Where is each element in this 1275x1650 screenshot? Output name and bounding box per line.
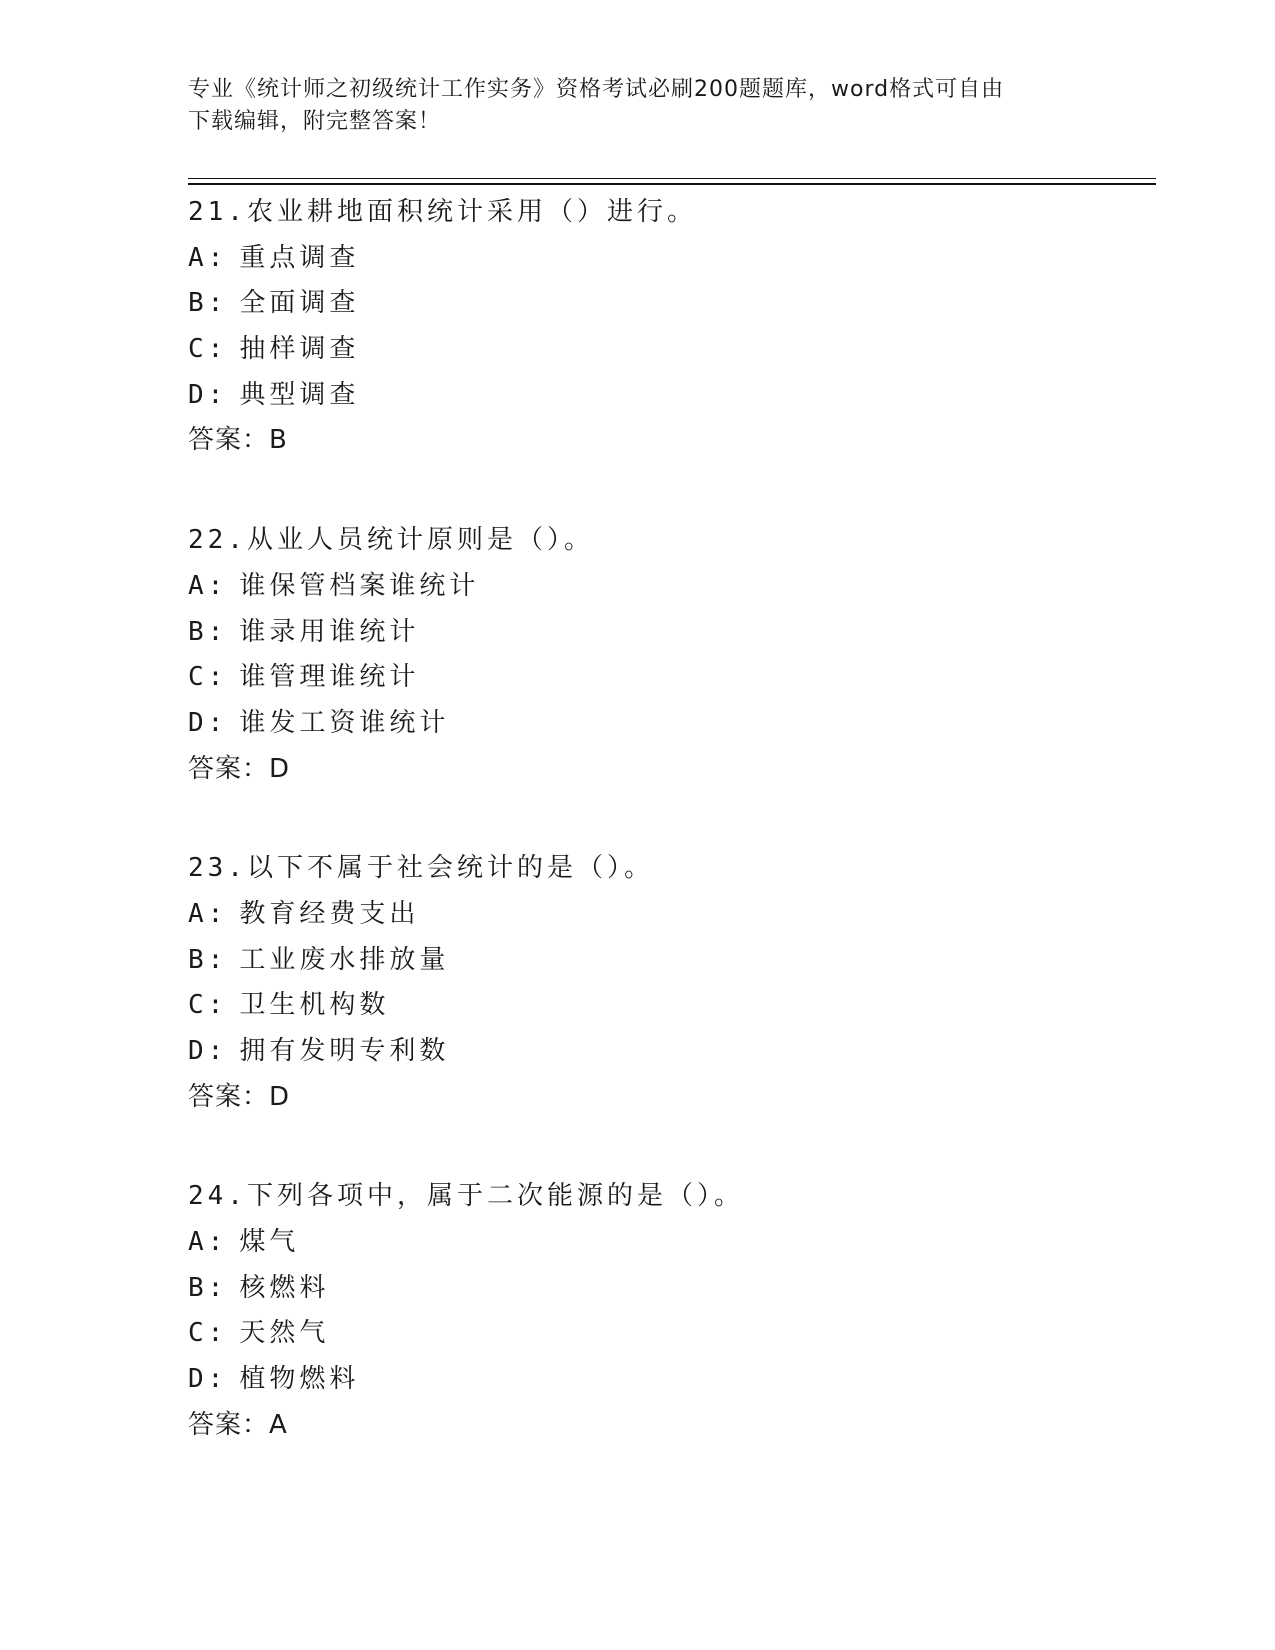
option-letter: B: — [188, 944, 228, 975]
option-letter: C: — [188, 1318, 228, 1349]
question-22 — [188, 518, 1156, 792]
option-a — [188, 236, 1156, 282]
option-letter: A: — [188, 898, 228, 929]
option-text: 拥有发明专利数 — [239, 1036, 450, 1066]
question-21 — [188, 190, 1156, 464]
option-letter: D: — [188, 1036, 228, 1066]
question-23 — [188, 846, 1156, 1120]
option-letter: D: — [188, 1364, 228, 1395]
option-text: 典型调查 — [239, 379, 360, 410]
header-line-1: 专业《统计师之初级统计工作实务》资格考试必刷200题题库，word格式可自由 — [188, 77, 1005, 102]
option-letter: B: — [188, 1272, 228, 1303]
option-b — [188, 1266, 1156, 1312]
question-24 — [188, 1174, 1156, 1448]
option-text: 全面调查 — [239, 288, 360, 319]
question-list — [188, 190, 1156, 1503]
option-letter: D: — [188, 379, 228, 410]
header-divider-bottom — [188, 183, 1156, 185]
answer-line: 答案：D — [188, 753, 291, 784]
option-letter: C: — [188, 334, 228, 365]
option-letter: A: — [188, 570, 228, 601]
option-d — [188, 701, 1156, 747]
option-text: 工业废水排放量 — [239, 944, 450, 975]
option-letter: D: — [188, 707, 228, 738]
option-text: 谁发工资谁统计 — [239, 707, 450, 738]
option-b — [188, 281, 1156, 327]
option-letter: B: — [188, 616, 228, 647]
option-text: 核燃料 — [239, 1272, 330, 1303]
option-text: 谁录用谁统计 — [239, 616, 420, 647]
answer-line: 答案：D — [188, 1081, 291, 1112]
option-text: 谁保管档案谁统计 — [239, 570, 480, 601]
header-line-2: 下载编辑，附完整答案！ — [188, 109, 442, 134]
option-c — [188, 983, 1156, 1029]
option-a — [188, 1220, 1156, 1266]
question-stem: 24.下列各项中，属于二次能源的是（）。 — [188, 1181, 744, 1212]
question-stem: 23.以下不属于社会统计的是（）。 — [188, 853, 654, 884]
option-a — [188, 564, 1156, 610]
option-d — [188, 1029, 1156, 1075]
option-d — [188, 373, 1156, 419]
option-text: 植物燃料 — [239, 1364, 360, 1395]
option-letter: A: — [188, 1227, 228, 1258]
question-stem: 22.从业人员统计原则是（）。 — [188, 525, 594, 556]
option-letter: C: — [188, 662, 228, 693]
option-text: 卫生机构数 — [239, 990, 390, 1021]
option-text: 抽样调查 — [239, 334, 360, 365]
option-b — [188, 938, 1156, 984]
option-c — [188, 655, 1156, 701]
question-stem: 21.农业耕地面积统计采用（）进行。 — [188, 197, 697, 227]
option-a — [188, 892, 1156, 938]
option-letter: A: — [188, 242, 228, 273]
option-b — [188, 610, 1156, 656]
document-header — [188, 74, 1088, 138]
option-text: 煤气 — [239, 1227, 300, 1258]
option-c — [188, 1311, 1156, 1357]
option-c — [188, 327, 1156, 373]
option-text: 天然气 — [239, 1318, 330, 1349]
option-d — [188, 1357, 1156, 1403]
option-text: 谁管理谁统计 — [239, 662, 420, 693]
option-text: 重点调查 — [239, 242, 360, 273]
header-divider-top — [188, 178, 1156, 179]
option-letter: C: — [188, 990, 228, 1021]
answer-line: 答案：A — [188, 1409, 288, 1440]
option-letter: B: — [188, 288, 228, 319]
option-text: 教育经费支出 — [239, 898, 420, 929]
answer-line: 答案：B — [188, 425, 288, 456]
